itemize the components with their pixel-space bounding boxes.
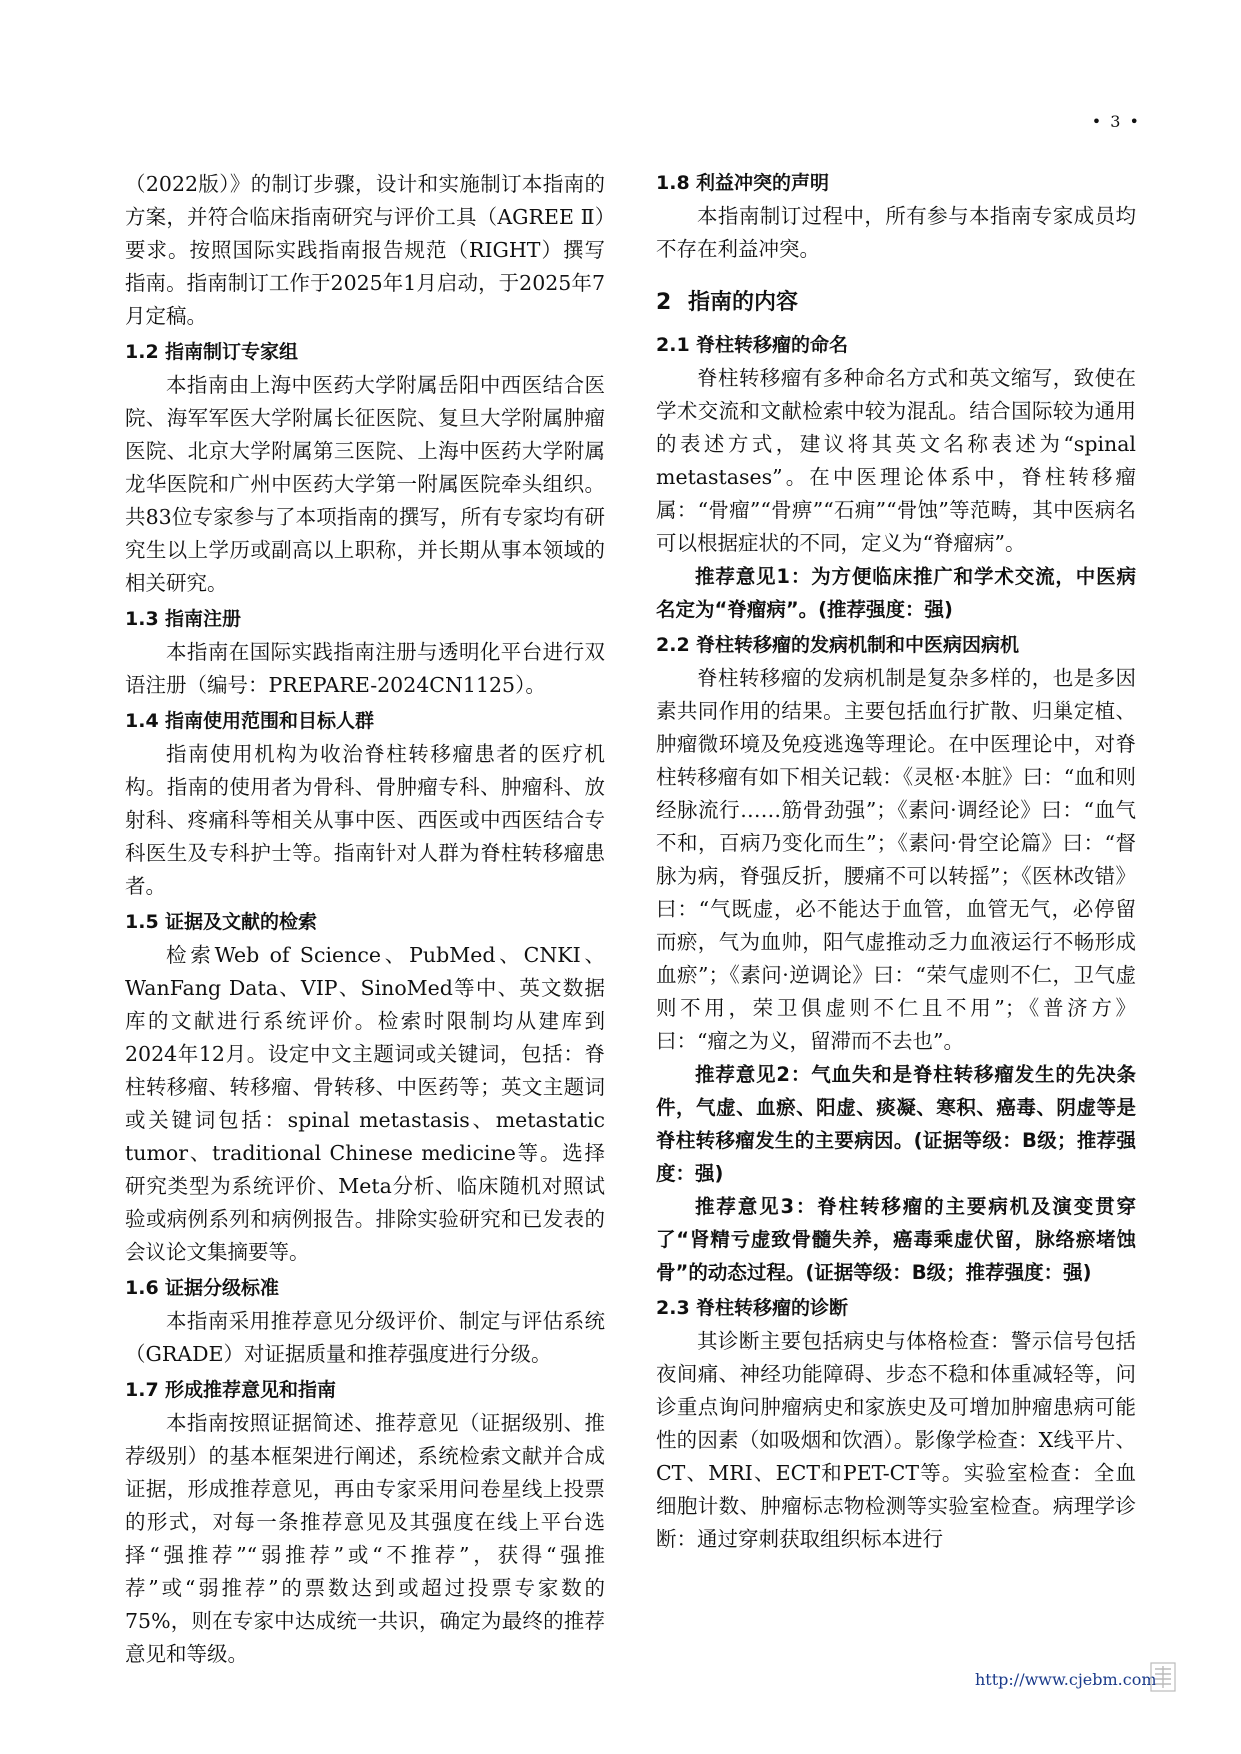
section-text-1-6: 本指南采用推荐意见分级评价、制定与评估系统（GRADE）对证据质量和推荐强度进行分级。 [125,1309,605,1366]
section-heading-1-5: 1.5 证据及文献的检索 [125,911,318,933]
section-text-1-8: 本指南制订过程中，所有参与本指南专家成员均不存在利益冲突。 [656,204,1136,261]
section-text-1-7: 本指南按照证据简述、推荐意见（证据级别、推荐级别）的基本框架进行阐述，系统检索文献并合成证据，形成推荐意见，再由专家采用问卷星线上投票的形式，对每一条推荐意见及其强度在线上平台选择“强推荐”“弱推荐”或“不推荐”，获得“强推荐”或“弱推荐”的票数达到或超过投票专家数的75%，则在专家中达成统一共识，确定为最终的推荐意见和等级。 [125,1411,605,1666]
section-heading-1-2: 1.2 指南制订专家组 [125,341,299,363]
section-heading-1-4: 1.4 指南使用范围和目标人群 [125,710,375,732]
section-text-2-3: 其诊断主要包括病史与体格检查：警示信号包括夜间痛、神经功能障碍、步态不稳和体重减轻等，问诊重点询问肿瘤病史和家族史及可增加肿瘤患病可能性的因素（如吸烟和饮酒）。影像学检查：X线平片、CT、MRI、ECT和PET-CT等。实验室检查：全血细胞计数、肿瘤标志物检测等实验室检查。病理学诊断：通过穿刺获取组织标本进行 [656,1329,1136,1551]
section-text-1-2: 本指南由上海中医药大学附属岳阳中西医结合医院、海军军医大学附属长征医院、复旦大学附属肿瘤医院、北京大学附属第三医院、上海中医药大学附属龙华医院和广州中医药大学第一附属医院牵头组织。共83位专家参与了本项指南的撰写，所有专家均有研究生以上学历或副高以上职称，并长期从事本领域的相关研究。 [125,373,605,595]
section-heading-1-3: 1.3 指南注册 [125,608,242,630]
section-text-1-3: 本指南在国际实践指南注册与透明化平台进行双语注册（编号：PREPARE-2024CN1125）。 [125,640,605,697]
footer-url-link[interactable]: http://www.cjebm.com [975,1670,1157,1689]
chapter-heading-2: 2 指南的内容 [656,290,799,315]
section-text-1-4: 指南使用机构为收治脊柱转移瘤患者的医疗机构。指南的使用者为骨科、骨肿瘤专科、肿瘤科、放射科、疼痛科等相关从事中医、西医或中西医结合专科医生及专科护士等。指南针对人群为脊柱转移瘤患者。 [125,742,605,898]
page-number: • 3 • [1091,112,1141,131]
recommendation-2: 推荐意见2：气血失和是脊柱转移瘤发生的先决条件，气虚、血瘀、阳虚、痰凝、寒积、癌毒、阴虚等是脊柱转移瘤发生的主要病因。(证据等级：B级；推荐强度：强) [656,1063,1136,1185]
section-heading-1-7: 1.7 形成推荐意见和指南 [125,1379,337,1401]
recommendation-1: 推荐意见1：为方便临床推广和学术交流，中医病名定为“脊瘤病”。(推荐强度：强) [656,565,1136,621]
section-heading-2-1: 2.1 脊柱转移瘤的命名 [656,334,849,356]
section-heading-1-8: 1.8 利益冲突的声明 [656,172,830,194]
section-heading-2-2: 2.2 脊柱转移瘤的发病机制和中医病因病机 [656,634,1020,656]
section-heading-1-6: 1.6 证据分级标准 [125,1277,280,1299]
journal-logo-icon [1150,1662,1176,1692]
left-column [125,168,605,1671]
recommendation-3: 推荐意见3：脊柱转移瘤的主要病机及演变贯穿了“肾精亏虚致骨髓失养，癌毒乘虚伏留，脉络瘀堵蚀骨”的动态过程。(证据等级：B级；推荐强度：强) [656,1195,1136,1284]
section-text-2-2: 脊柱转移瘤的发病机制是复杂多样的，也是多因素共同作用的结果。主要包括血行扩散、归巢定植、肿瘤微环境及免疫逃逸等理论。在中医理论中，对脊柱转移瘤有如下相关记载：《灵枢·本脏》曰：“血和则经脉流行……筋骨劲强”；《素问·调经论》曰：“血气不和，百病乃变化而生”；《素问·骨空论篇》曰：“督脉为病，脊强反折，腰痛不可以转摇”；《医林改错》曰：“气既虚，必不能达于血管，血管无气，必停留而瘀，气为血帅，阳气虚推动乏力血液运行不畅形成血瘀”；《素问·逆调论》曰：“荣气虚则不仁，卫气虚则不用，荣卫俱虚则不仁且不用”；《普济方》曰：“瘤之为义，留滞而不去也”。 [656,666,1136,1053]
section-heading-2-3: 2.3 脊柱转移瘤的诊断 [656,1297,849,1319]
right-column [656,168,1136,1556]
section-text-1-5: 检索Web of Science、PubMed、CNKI、WanFang Data、VIP、SinoMed等中、英文数据库的文献进行系统评价。检索时限制均从建库到2024年12月。设定中文主题词或关键词，包括：脊柱转移瘤、转移瘤、骨转移、中医药等；英文主题词或关键词包括：spinal metastasis、metastatic tumor、traditional Chinese medicine等。选择研究类型为系统评价、Meta分析、临床随机对照试验或病例系列和病例报告。排除实验研究和已发表的会议论文集摘要等。 [125,943,605,1264]
intro-paragraph: （2022版）》的制订步骤，设计和实施制订本指南的方案，并符合临床指南研究与评价工具（AGREE Ⅱ）要求。按照国际实践指南报告规范（RIGHT）撰写指南。指南制订工作于2025年1月启动，于2025年7月定稿。 [125,172,605,328]
section-text-2-1: 脊柱转移瘤有多种命名方式和英文缩写，致使在学术交流和文献检索中较为混乱。结合国际较为通用的表述方式，建议将其英文名称表述为“spinal metastases”。在中医理论体系中，脊柱转移瘤属：“骨瘤”“骨痹”“石痈”“骨蚀”等范畴，其中医病名可以根据症状的不同，定义为“脊瘤病”。 [656,366,1136,555]
